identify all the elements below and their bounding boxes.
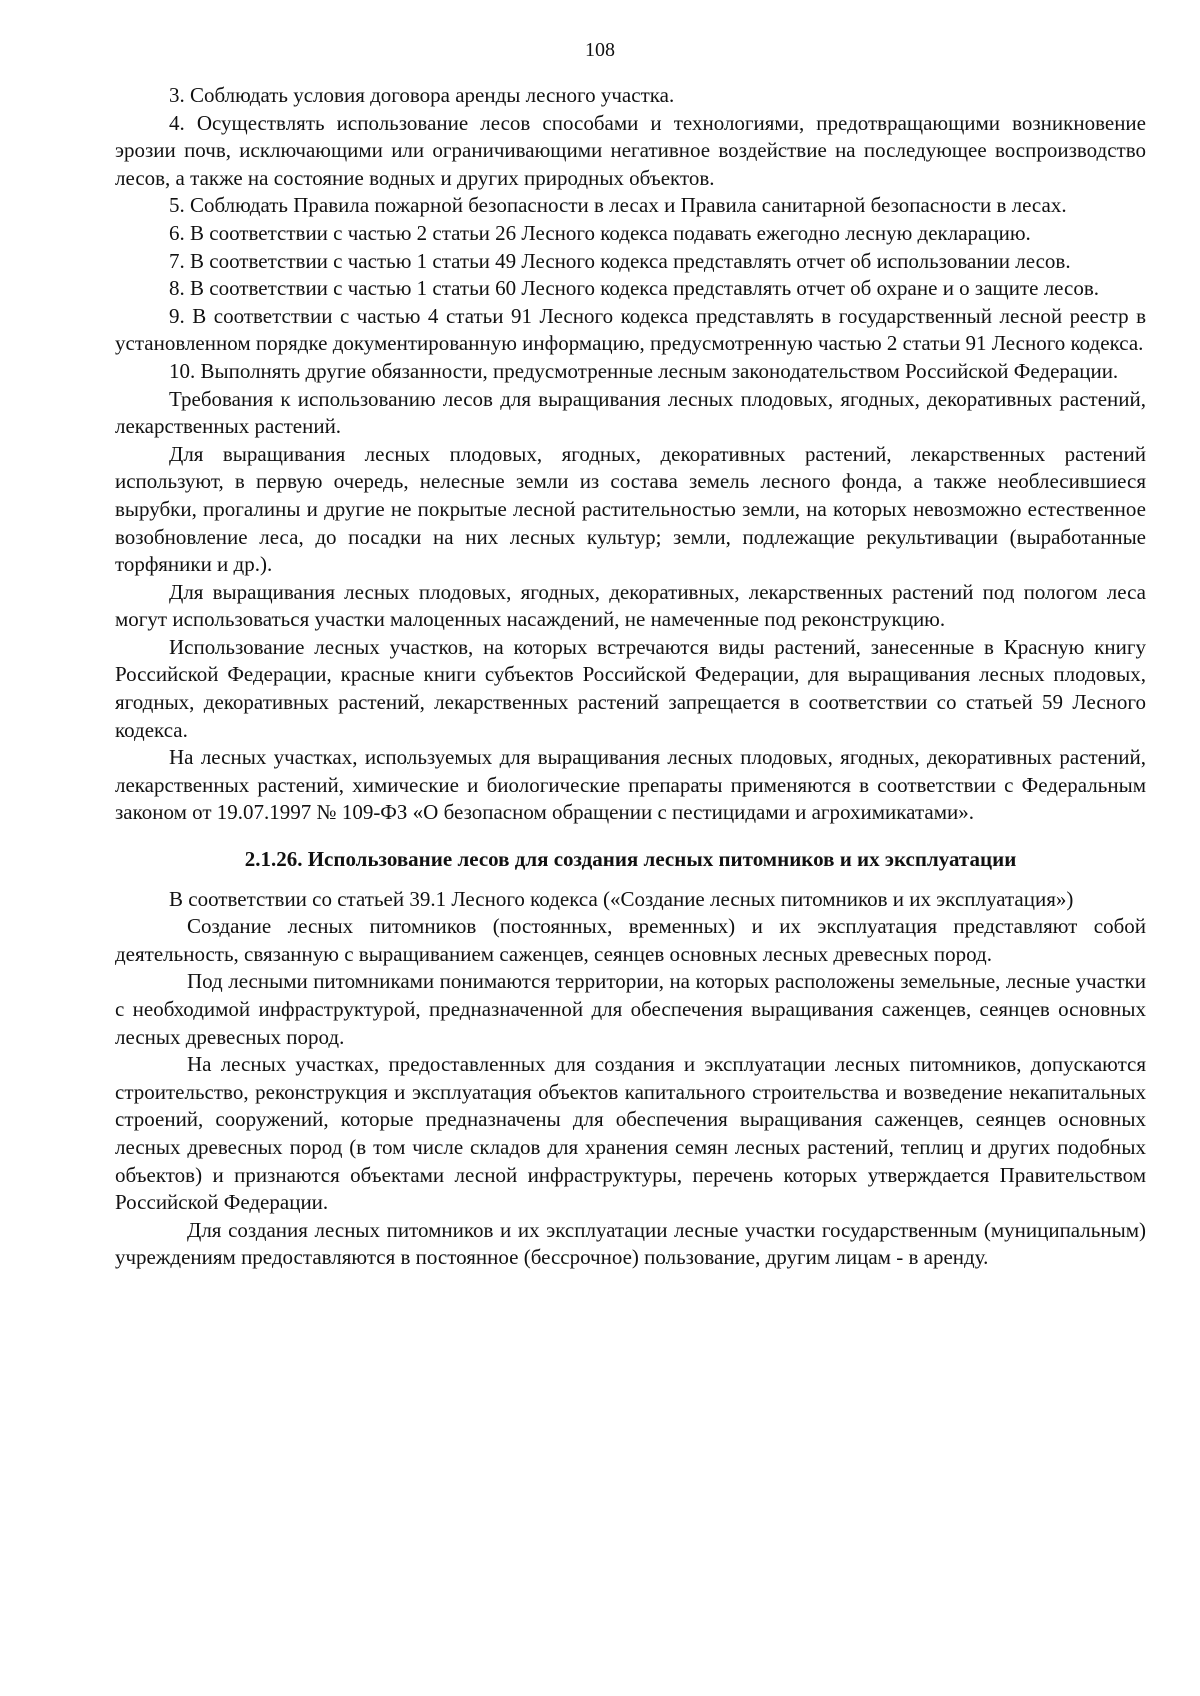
page-number: 108 <box>585 39 615 61</box>
paragraph-nursery-definition: Под лесными питомниками понимаются территории, на которых расположены земельные, лесные участки с необходимой инфраструктурой, предназначенной для обеспечения выращивания саженцев, сеянцев основных лесных древесных пород. <box>115 969 1146 1049</box>
paragraph-obligation-7: 7. В соответствии с частью 1 статьи 49 Лесного кодекса представлять отчет об использовании лесов. <box>169 248 1071 273</box>
paragraph-obligation-8: 8. В соответствии с частью 1 статьи 60 Лесного кодекса представлять отчет об охране и о защите лесов. <box>169 276 1100 301</box>
document-body <box>115 82 1146 1272</box>
paragraph-requirements-title: Требования к использованию лесов для выращивания лесных плодовых, ягодных, декоративных растений, лекарственных растений. <box>115 386 1146 439</box>
paragraph-nursery-creation: Создание лесных питомников (постоянных, временных) и их эксплуатация представляют собой деятельность, связанную с выращиванием саженцев, сеянцев основных лесных древесных пород. <box>115 914 1146 966</box>
paragraph-article-39-1: В соответствии со статьей 39.1 Лесного кодекса («Создание лесных питомников и их эксплуатация») <box>169 886 1074 911</box>
paragraph-nursery-construction: На лесных участках, предоставленных для создания и эксплуатации лесных питомников, допускаются строительство, реконструкция и эксплуатация объектов капитального строительства и возведение некапитальных строений, сооружений, которые предназначены для обеспечения выращивания саженцев, сеянцев основных лесных древесных пород (в том числе складов для хранения семян лесных растений, теплиц и других подобных объектов) и признаются объектами лесной инфраструктуры, перечень которых утверждается Правительством Российской Федерации. <box>115 1052 1146 1215</box>
paragraph-obligation-6: 6. В соответствии с частью 2 статьи 26 Лесного кодекса подавать ежегодно лесную декларацию. <box>169 220 1031 245</box>
paragraph-growing-lands: Для выращивания лесных плодовых, ягодных, декоративных растений, лекарственных растений используют, в первую очередь, нелесные земли из состава земель лесного фонда, а также необлесившиеся вырубки, прогалины и другие не покрытые лесной растительностью земли, на которых невозможно естественное возобновление леса, до посадки на них лесных культур; земли, подлежащие рекультивации (выработанные торфяники и др.). <box>115 441 1146 577</box>
paragraph-land-provision: Для создания лесных питомников и их эксплуатации лесные участки государственным (муниципальным) учреждениям предоставляются в постоянное (бессрочное) пользование, другим лицам - в аренду. <box>115 1217 1146 1270</box>
paragraph-under-canopy: Для выращивания лесных плодовых, ягодных, декоративных, лекарственных растений под пологом леса могут использоваться участки малоценных насаждений, не намеченные под реконструкцию. <box>115 579 1146 632</box>
paragraph-obligation-10: 10. Выполнять другие обязанности, предусмотренные лесным законодательством Российской Федерации. <box>169 358 1119 383</box>
paragraph-pesticides: На лесных участках, используемых для выращивания лесных плодовых, ягодных, декоративных растений, лекарственных растений, химические и биологические препараты применяются в соответствии с Федеральным законом от 19.07.1997 № 109-ФЗ «О безопасном обращении с пестицидами и агрохимикатами». <box>115 745 1146 825</box>
section-heading: 2.1.26. Использование лесов для создания лесных питомников и их эксплуатации <box>244 847 1017 872</box>
paragraph-obligation-4: 4. Осуществлять использование лесов способами и технологиями, предотвращающими возникновение эрозии почв, исключающими или ограничивающими негативное воздействие на последующее воспроизводство лесов, а также на состояние водных и других природных объектов. <box>115 110 1146 190</box>
paragraph-red-book: Использование лесных участков, на которых встречаются виды растений, занесенные в Красную книгу Российской Федерации, красные книги субъектов Российской Федерации, для выращивания лесных плодовых, ягодных, декоративных растений, лекарственных растений запрещается в соответствии со статьей 59 Лесного кодекса. <box>115 634 1146 742</box>
paragraph-obligation-3: 3. Соблюдать условия договора аренды лесного участка. <box>169 83 675 107</box>
paragraph-obligation-9: 9. В соответствии с частью 4 статьи 91 Лесного кодекса представлять в государственный лесной реестр в установленном порядке документированную информацию, предусмотренную частью 2 статьи 91 Лесного кодекса. <box>115 303 1146 356</box>
paragraph-obligation-5: 5. Соблюдать Правила пожарной безопасности в лесах и Правила санитарной безопасности в лесах. <box>169 193 1067 218</box>
